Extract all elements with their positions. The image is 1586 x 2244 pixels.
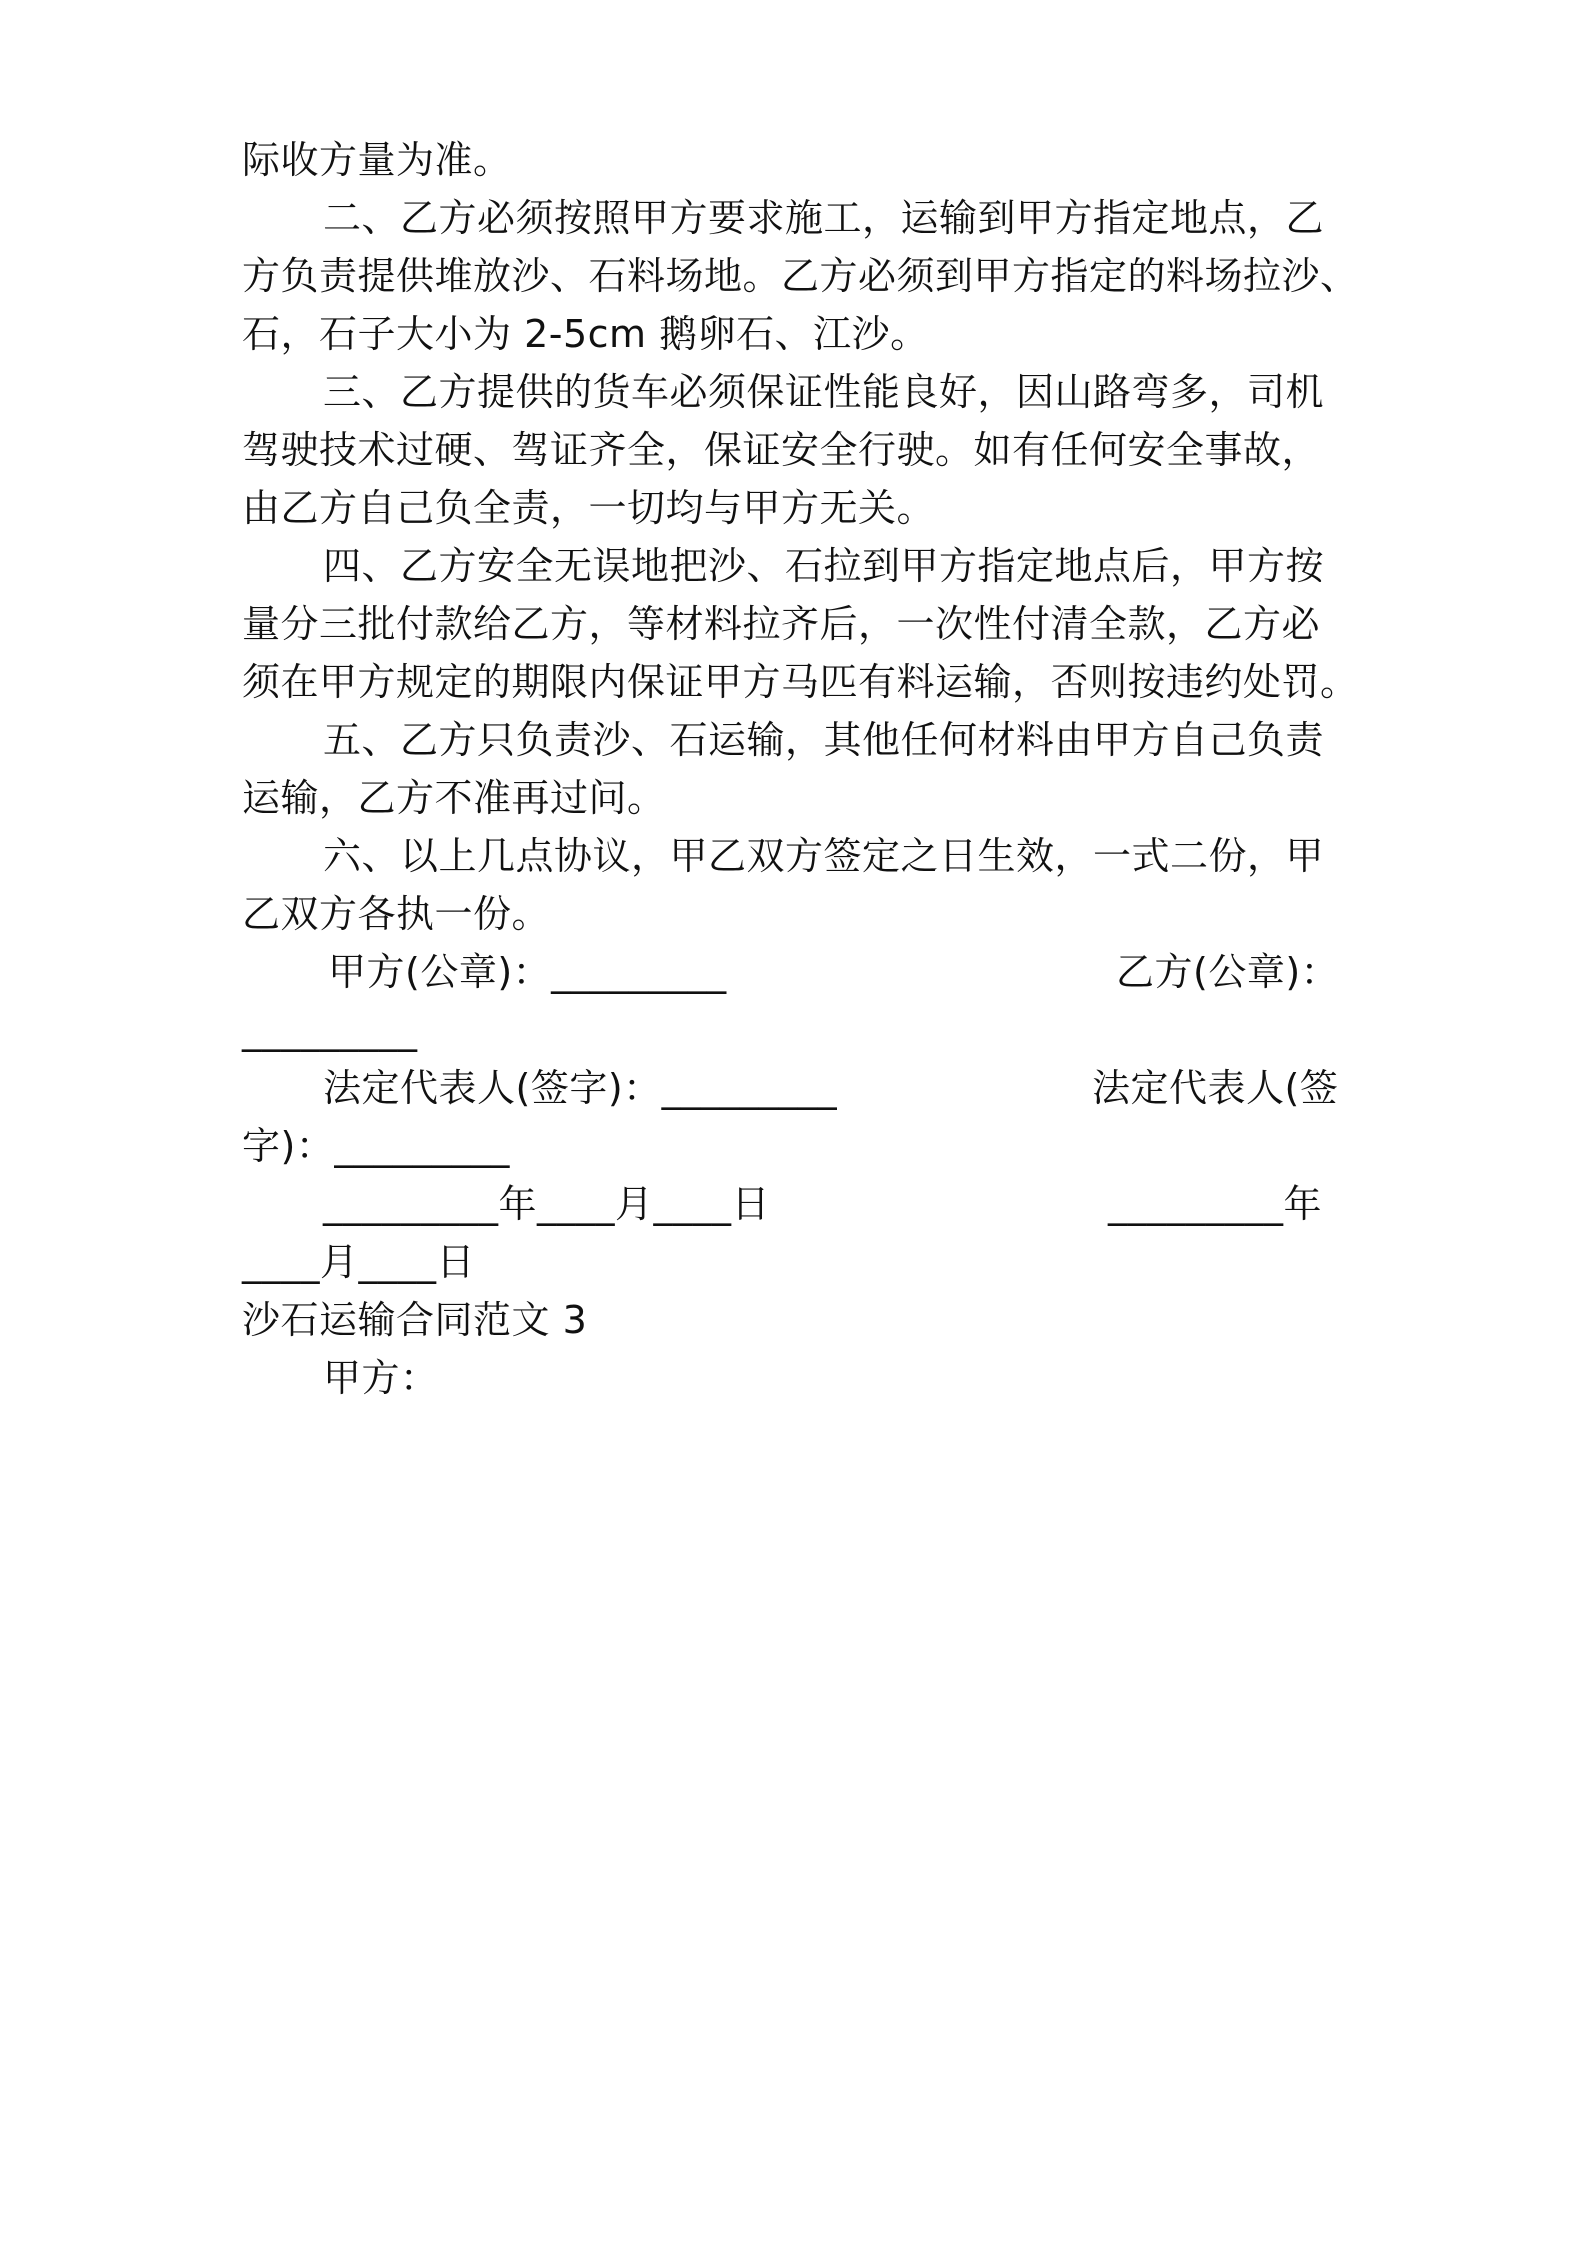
clause-3-line-2: 驾驶技术过硬、驾证齐全，保证安全行驶。如有任何安全事故， bbox=[242, 428, 1321, 472]
clause-2-line-3: 石，石子大小为 2-5cm 鹅卵石、江沙。 bbox=[242, 312, 929, 356]
party-a-date-field: _________年____月____日 bbox=[323, 1182, 771, 1226]
clause-2-line-2: 方负责提供堆放沙、石料场地。乙方必须到甲方指定的料场拉沙、 bbox=[242, 254, 1359, 298]
party-a-seal-field: 甲方(公章)：_________ bbox=[328, 950, 727, 994]
party-a-representative-field: 法定代表人(签字)：_________ bbox=[323, 1066, 838, 1110]
section-title: 沙石运输合同范文 3 bbox=[242, 1298, 588, 1342]
clause-5-line-1: 五、乙方只负责沙、石运输，其他任何材料由甲方自己负责 bbox=[323, 718, 1325, 762]
paragraph-1-end: 际收方量为准。 bbox=[242, 138, 512, 182]
clause-6-line-2: 乙双方各执一份。 bbox=[242, 892, 551, 936]
party-b-date-year: _________年 bbox=[1108, 1182, 1323, 1226]
party-b-date-month-day: ____月____日 bbox=[242, 1240, 476, 1284]
clause-3-line-1: 三、乙方提供的货车必须保证性能良好，因山路弯多，司机 bbox=[323, 370, 1325, 414]
party-b-representative-label: 法定代表人(签 bbox=[1092, 1066, 1339, 1110]
clause-4-line-2: 量分三批付款给乙方，等材料拉齐后，一次性付清全款，乙方必 bbox=[242, 602, 1321, 646]
clause-4-line-3: 须在甲方规定的期限内保证甲方马匹有料运输，否则按违约处罚。 bbox=[242, 660, 1359, 704]
party-b-representative-blank: 字)：_________ bbox=[242, 1124, 510, 1168]
party-a-label: 甲方： bbox=[323, 1356, 439, 1400]
party-b-seal-blank: _________ bbox=[242, 1008, 418, 1052]
clause-4-line-1: 四、乙方安全无误地把沙、石拉到甲方指定地点后，甲方按 bbox=[323, 544, 1325, 588]
clause-5-line-2: 运输，乙方不准再过问。 bbox=[242, 776, 666, 820]
clause-6-line-1: 六、以上几点协议，甲乙双方签定之日生效，一式二份，甲 bbox=[323, 834, 1325, 878]
clause-3-line-3: 由乙方自己负全责，一切均与甲方无关。 bbox=[242, 486, 936, 530]
party-b-seal-label: 乙方(公章)： bbox=[1116, 950, 1340, 994]
clause-2-line-1: 二、乙方必须按照甲方要求施工，运输到甲方指定地点，乙 bbox=[323, 196, 1325, 240]
